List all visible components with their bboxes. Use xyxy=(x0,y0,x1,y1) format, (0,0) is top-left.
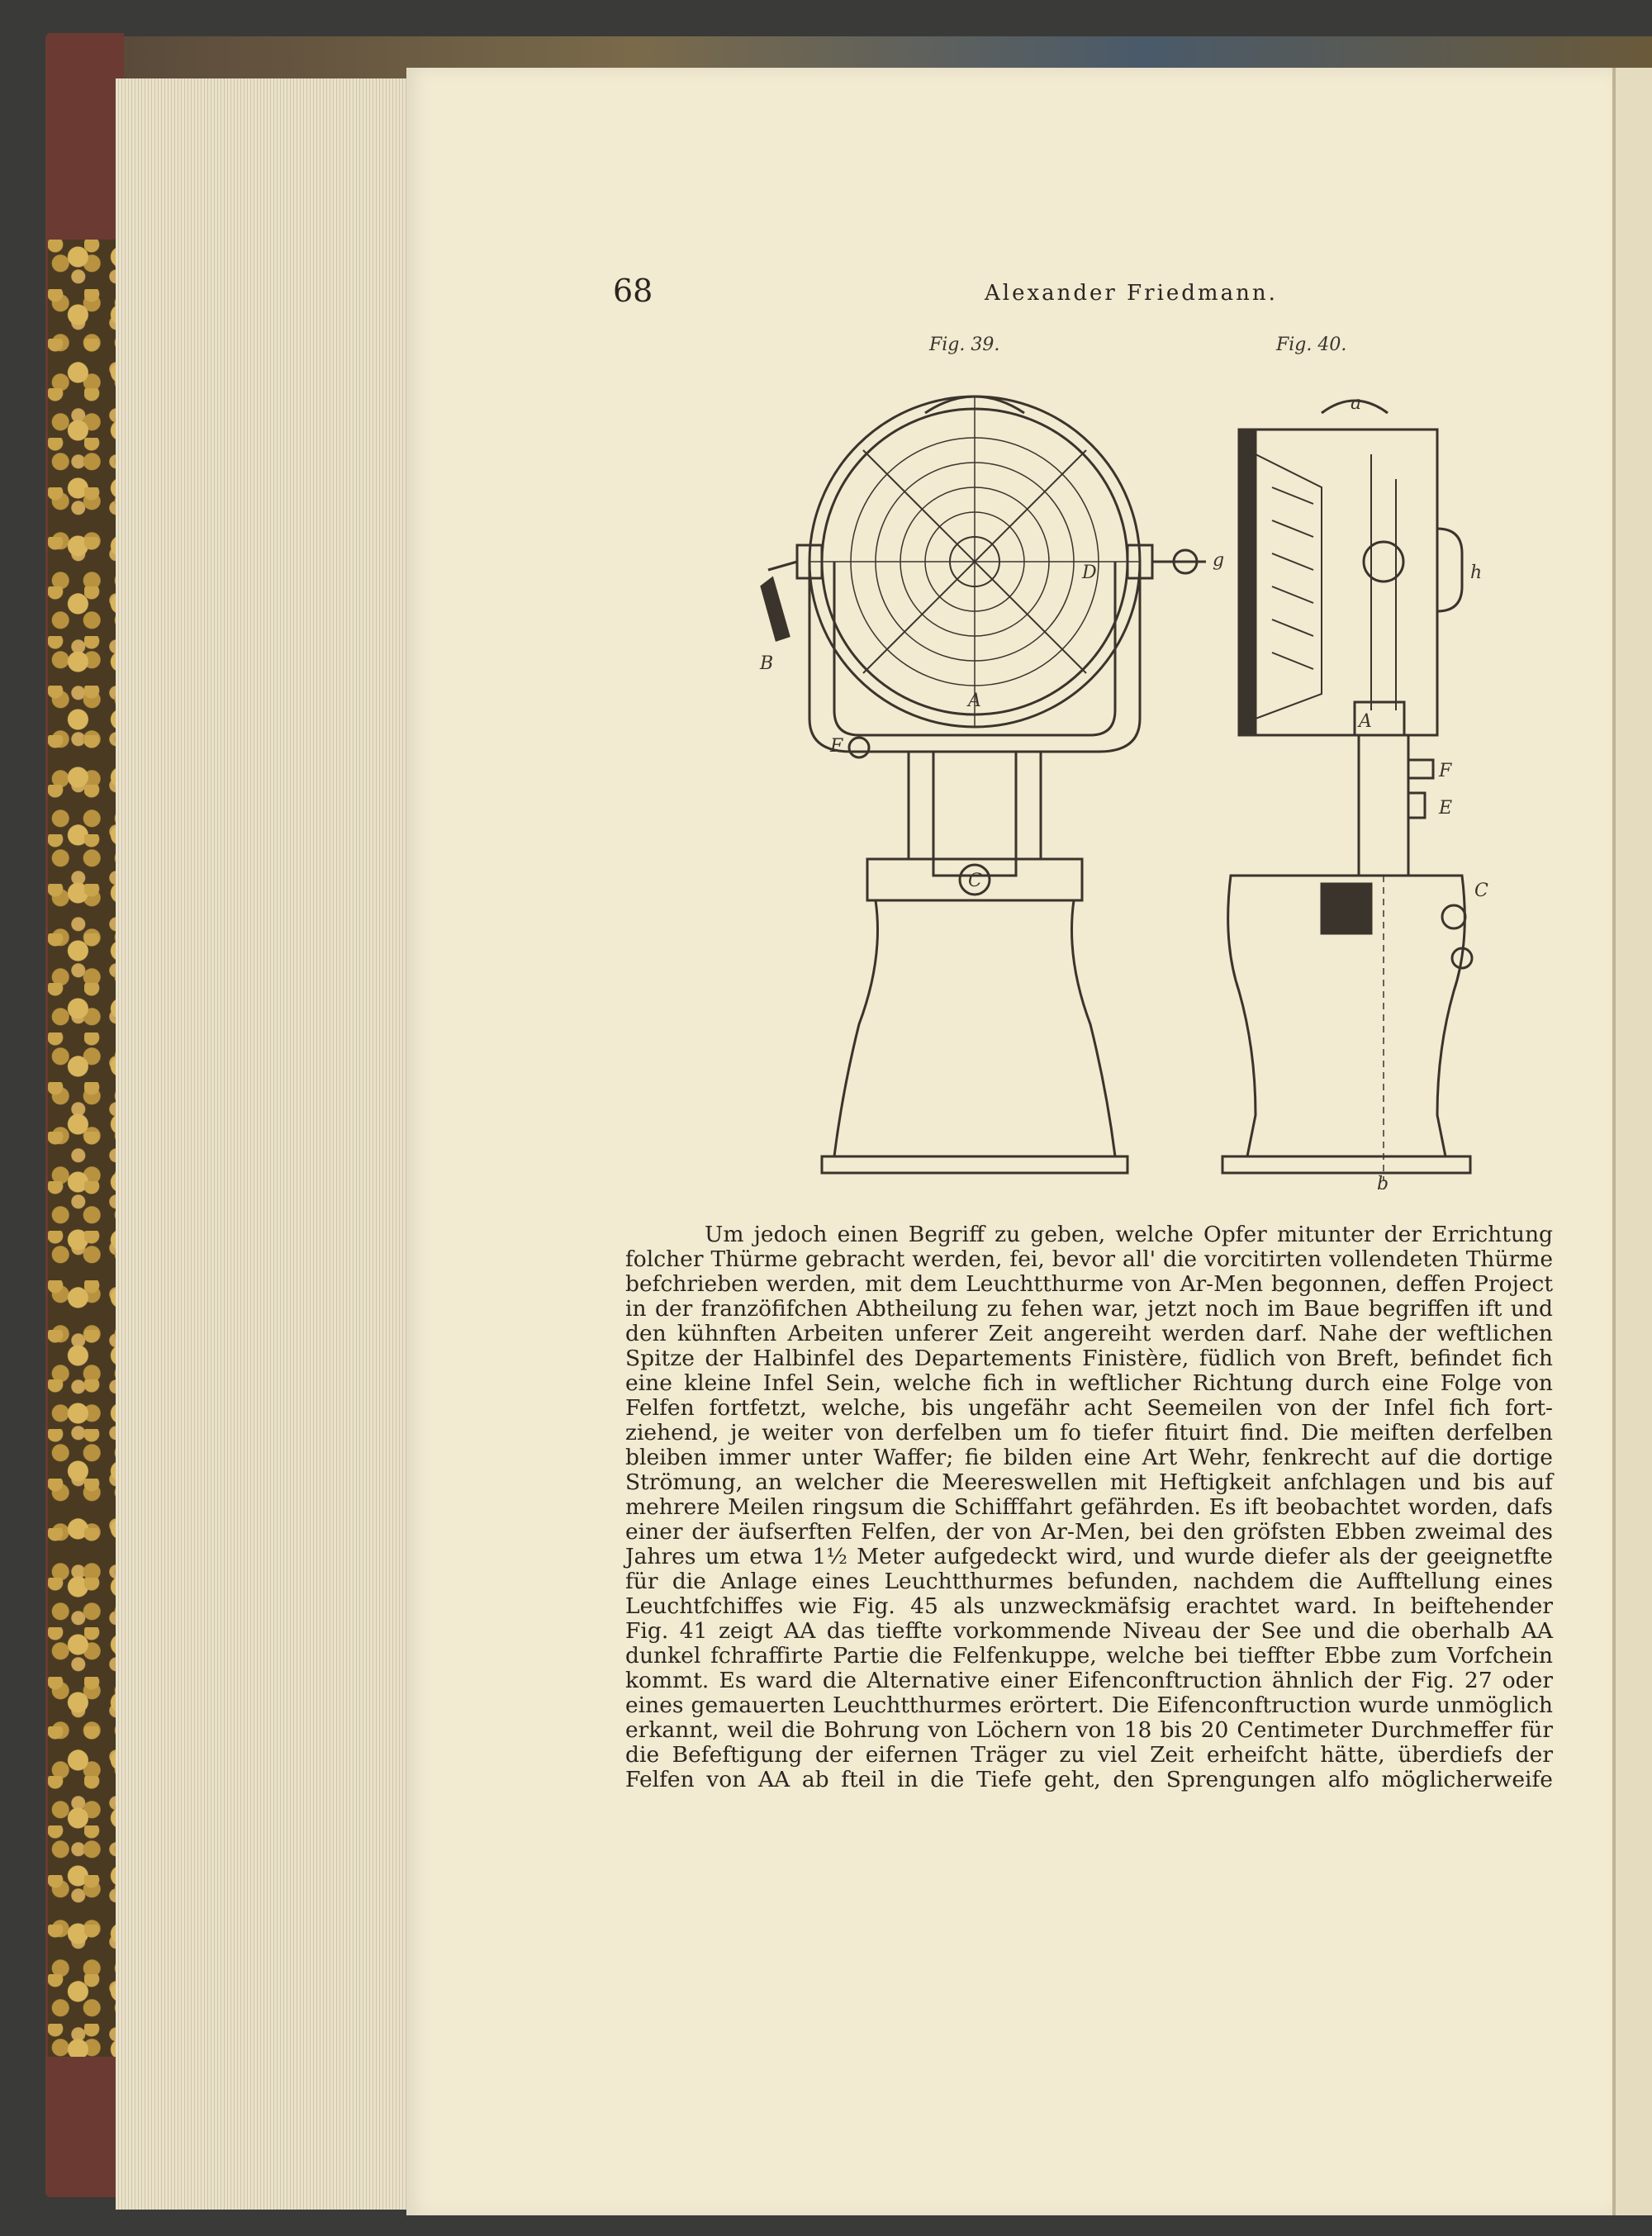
body-line: dunkel fchraffirte Partie die Felfenkuppe, welche bei tieffter Ebbe zum Vorfchein xyxy=(625,1643,1553,1669)
letter-a: a xyxy=(1351,393,1362,414)
body-line: in der franzöfifchen Abtheilung zu fehen war, jetzt noch im Baue begriffen ift und xyxy=(625,1296,1553,1322)
body-line: befchrieben werden, mit dem Leuchtthurme von Ar-Men begonnen, deffen Project xyxy=(625,1271,1553,1297)
running-head: Alexander Friedmann. xyxy=(985,281,1278,306)
letter-E: E xyxy=(1439,798,1453,819)
body-line: Felfen von AA ab fteil in die Tiefe geht, den Sprengungen alfo möglicherweife xyxy=(625,1767,1553,1792)
letter-F-40: F xyxy=(1439,761,1452,781)
facing-page-edge xyxy=(1612,68,1652,2215)
figure-40-searchlight-section xyxy=(1222,401,1472,1181)
body-line: ziehend, je weiter von derfelben um fo tiefer fituirt find. Die meiften derfelben xyxy=(625,1420,1553,1446)
letter-b: b xyxy=(1377,1174,1389,1189)
body-line: Leuchtfchiffes wie Fig. 45 als unzweckmäfsig erachtet ward. In beiftehender xyxy=(625,1593,1553,1619)
body-line: Strömung, an welcher die Meereswellen mit Heftigkeit anfchlagen und bis auf xyxy=(625,1469,1553,1495)
body-line: einer der äufserften Felfen, der von Ar-Men, bei den gröfsten Ebben zweimal des xyxy=(625,1519,1553,1545)
figure-39-searchlight-front xyxy=(762,396,1206,1173)
searchlight-drawings xyxy=(743,363,1569,1189)
body-line: Fig. 41 zeigt AA das tieffte vorkommende Niveau der See und die oberhalb AA xyxy=(625,1618,1553,1644)
letter-g: g xyxy=(1213,550,1225,571)
marbled-cover xyxy=(48,240,121,2057)
letter-B: B xyxy=(760,653,774,674)
figure-reference-letters xyxy=(759,393,1488,1189)
body-line: mehrere Meilen ringsum die Schifffahrt gefährden. Es ift beobachtet worden, dafs xyxy=(625,1494,1553,1520)
body-line: bleiben immer unter Waffer; fie bilden eine Art Wehr, fenkrecht auf die dortige xyxy=(625,1445,1553,1470)
body-line: eines gemauerten Leuchtthurmes erörtert. Die Eifenconftruction wurde unmöglich xyxy=(625,1692,1553,1718)
body-text xyxy=(625,1222,1553,1792)
body-line: Spitze der Halbinfel des Departements Finistère, füdlich von Breft, befindet fich xyxy=(625,1346,1553,1371)
page-number: 68 xyxy=(613,273,653,309)
body-line: kommt. Es ward die Alternative einer Eifenconftruction ähnlich der Fig. 27 oder xyxy=(625,1668,1553,1693)
letter-C: C xyxy=(968,871,982,891)
body-line: den kühnften Arbeiten unferer Zeit angereiht werden darf. Nahe der weftlichen xyxy=(625,1321,1553,1346)
body-line: erkannt, weil die Bohrung von Löchern von 18 bis 20 Centimeter Durchmeffer für xyxy=(625,1717,1553,1743)
body-line: Um jedoch einen Begriff zu geben, welche Opfer mitunter der Errichtung xyxy=(705,1222,1553,1247)
body-line: eine kleine Infel Sein, welche fich in weftlicher Richtung durch eine Folge von xyxy=(625,1370,1553,1396)
figure-label-39: Fig. 39. xyxy=(929,335,1000,355)
body-line: Jahres um etwa 1½ Meter aufgedeckt wird, und wurde diefer als der geeignetfte xyxy=(625,1544,1553,1569)
letter-C-40: C xyxy=(1474,881,1488,901)
body-line: Felfen fortfetzt, welche, bis ungefähr acht Seemeilen von der Infel fich fort- xyxy=(625,1395,1553,1421)
body-line: die Befeftigung der eifernen Träger zu viel Zeit erheifcht hätte, überdiefs der xyxy=(625,1742,1553,1768)
letter-h: h xyxy=(1470,563,1483,583)
letter-A: A xyxy=(968,691,981,711)
figure-label-40: Fig. 40. xyxy=(1276,335,1347,355)
body-line: für die Anlage eines Leuchtthurmes befunden, nachdem die Aufftellung eines xyxy=(625,1569,1553,1594)
letter-F: F xyxy=(830,736,843,757)
letter-D: D xyxy=(1082,563,1097,583)
body-line: folcher Thürme gebracht werden, fei, bevor all' die vorcitirten vollendeten Thürme xyxy=(625,1246,1553,1272)
letter-A-40: A xyxy=(1359,711,1372,732)
page-edges xyxy=(116,78,409,2210)
